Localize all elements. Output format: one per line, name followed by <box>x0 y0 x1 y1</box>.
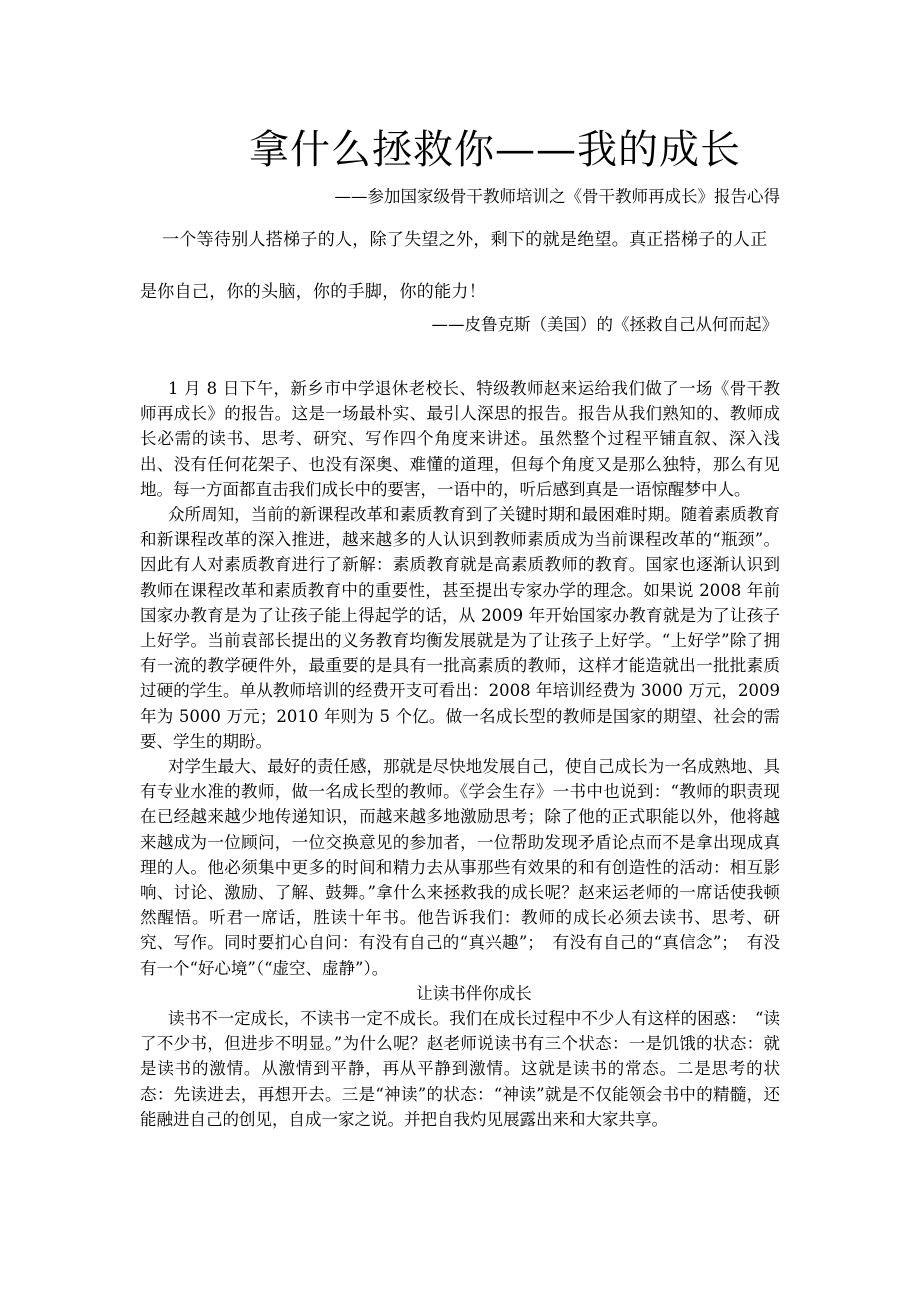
epigraph-source: ——皮鲁克斯（美国）的《拯救自己从何而起》 <box>431 315 778 334</box>
body-paragraph: 对学生最大、最好的责任感，那就是尽快地发展自己，使自己成长为一名成熟地、具有专业水准的教师，做一名成长型的教师。《学会生存》一书中也说到：“教师的职责现在已经越来越少地传递知识，而越来越多地激励思考；除了他的正式职能以外，他将越来越成为一位顾问，一位交换意见的参加者，一位帮助发现矛盾论点而不是拿出现成真理的人。他必须集中更多的时间和精力去从事那些有效果的和有创造性的活动：相互影响、讨论、激励、了解、鼓舞。”拿什么来拯救我的成长呢？赵来运老师的一席话使我顿然醒悟。听君一席话，胜读十年书。他告诉我们：教师的成长必须去读书、思考、研究、写作。同时要扪心自问：有没有自己的“真兴趣”； 有没有自己的“真信念”； 有没有一个“好心境”（“虚空、虚静”）。 <box>140 757 780 978</box>
body-paragraph: 读书不一定成长，不读书一定不成长。我们在成长过程中不少人有这样的困惑： “读了不少书，但进步不明显。”为什么呢？赵老师说读书有三个状态：一是饥饿的状态：就是读书的激情。从激情到平静，再从平静到激情。这就是读书的常态。二是思考的状态：先读进去，再想开去。三是“神读”的状态：“神读”就是不仅能领会书中的精髓，还能融进自己的创见，自成一家之说。并把自我灼见展露出来和大家共享。 <box>140 1009 780 1129</box>
document-subtitle: ——参加国家级骨干教师培训之《骨干教师再成长》报告心得 <box>334 187 780 206</box>
document-title: 拿什么拯救你——我的成长 <box>249 127 741 173</box>
section-heading: 让读书伴你成长 <box>416 983 532 1003</box>
document-body <box>140 376 780 1132</box>
body-paragraph: 1 月 8 日下午，新乡市中学退休老校长、特级教师赵来运给我们做了一场《骨干教师再成长》的报告。这是一场最朴实、最引人深思的报告。报告从我们熟知的、教师成长必需的读书、思考、研究、写作四个角度来讲述。虽然整个过程平铺直叙、深入浅出、没有任何花架子、也没有深奥、难懂的道理，但每个角度又是那么独特，那么有见地。每一方面都直击我们成长中的要害，一语中的，听后感到真是一语惊醒梦中人。 <box>140 379 780 499</box>
epigraph-quote: 一个等待别人搭梯子的人，除了失望之外，剩下的就是绝望。真正搭梯子的人正是你自己，你的头脑，你的手脚，你的能力！ <box>140 230 768 302</box>
body-paragraph: 众所周知，当前的新课程改革和素质教育到了关键时期和最困难时期。随着素质教育和新课程改革的深入推进，越来越多的人认识到教师素质成为当前课程改革的“瓶颈”。因此有人对素质教育进行了新解：素质教育就是高素质教师的教育。国家也逐渐认识到教师在课程改革和素质教育中的重要性，甚至提出专家办学的理念。如果说 2008 年前国家办教育是为了让孩子能上得起学的话，从 2009 年开始国家办教育就是为了让孩子上好学。当前袁部长提出的义务教育均衡发展就是为了让孩子上好学。“上好学”除了拥有一流的教学硬件外，最重要的是具有一批高素质的教师，这样才能造就出一批批素质过硬的学生。单从教师培训的经费开支可看出：2008 年培训经费为 3000 万元，2009 年为 5000 万元；2010 年则为 5 个亿。做一名成长型的教师是国家的期望、社会的需要、学生的期盼。 <box>140 505 780 751</box>
